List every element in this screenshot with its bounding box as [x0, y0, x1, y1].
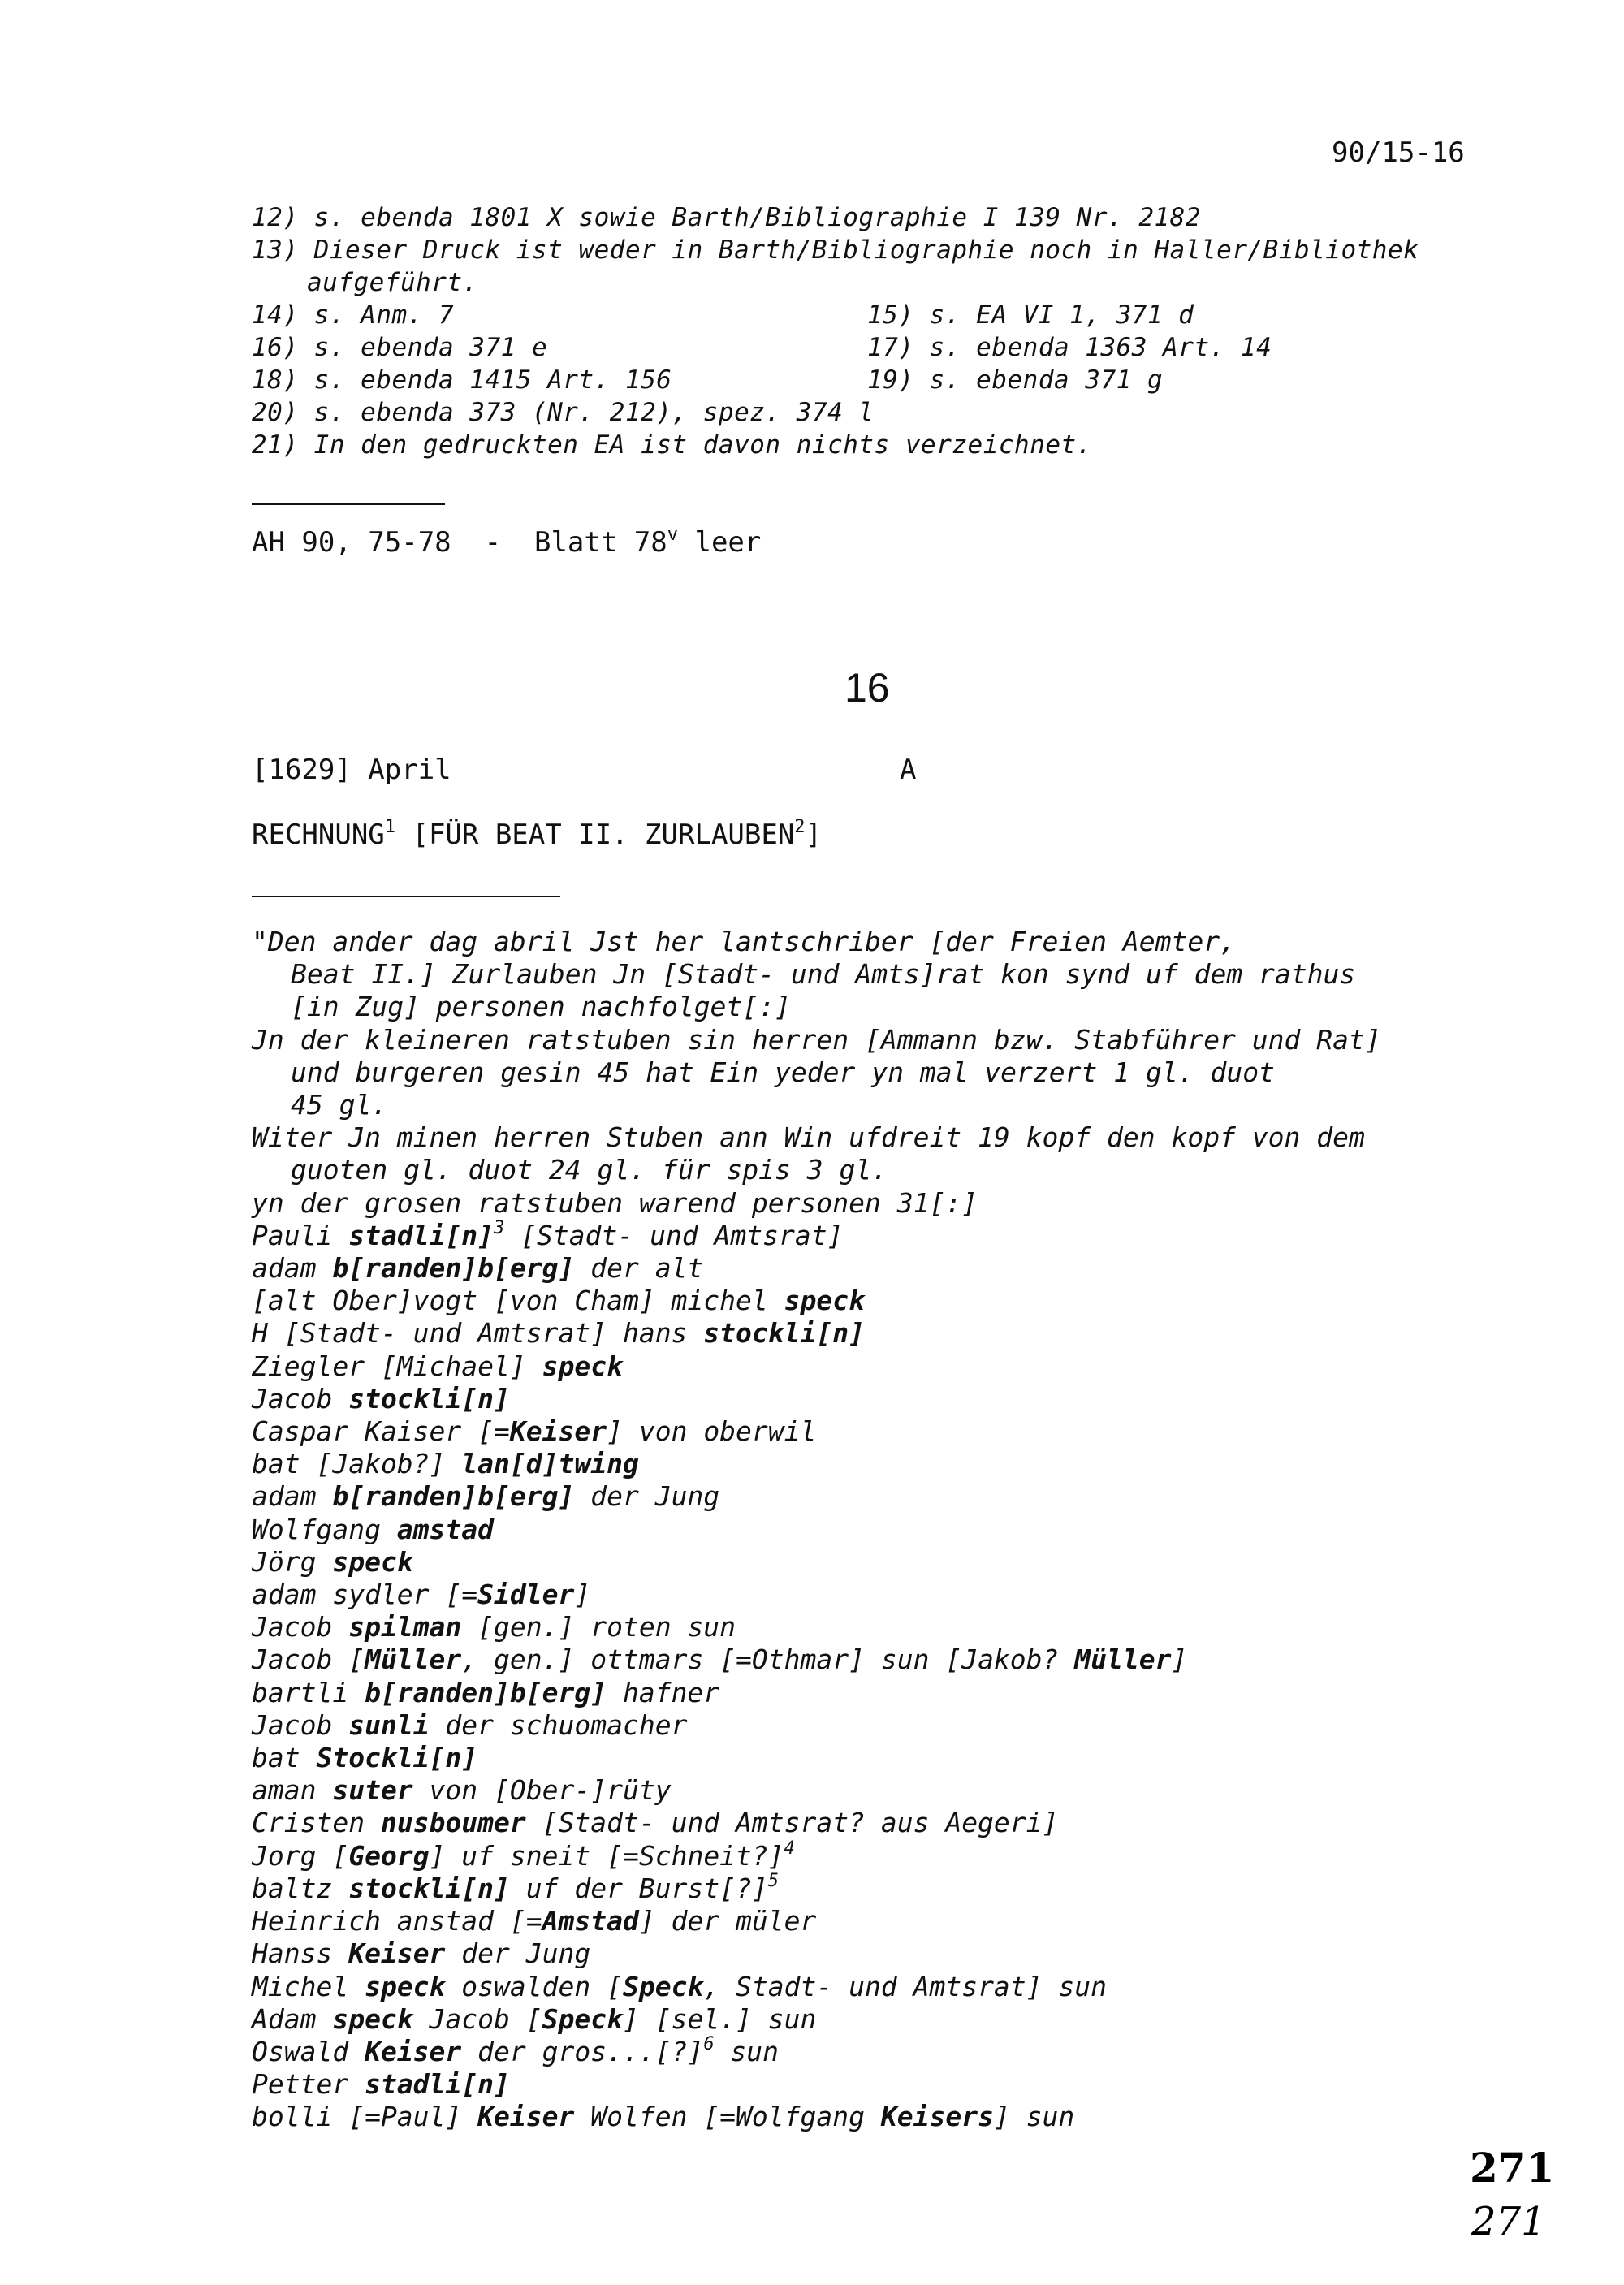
footnote-21: 21) In den gedruckten EA ist davon nichts verzeichnet.: [252, 430, 1092, 460]
footnote-13-cont: aufgeführt.: [307, 268, 478, 297]
name-line: Heinrich anstad [=Amstad] der müler: [252, 1905, 817, 1937]
name-line: Caspar Kaiser [=Keiser] von oberwil: [252, 1415, 817, 1448]
name-line: aman suter von [Ober-]rüty: [252, 1774, 672, 1807]
name-line: Oswald Keiser der gros...[?]$^6$ sun: [252, 2033, 780, 2067]
name-line: Michel speck oswalden [Speck, Stadt- und Amtsrat] sun: [252, 1970, 1108, 2002]
version-label: A: [900, 754, 917, 786]
footnote-17: 17) s. ebenda 1363 Art. 14: [867, 333, 1272, 362]
name-line: [alt Ober]vogt [von Cham] michel speck: [252, 1285, 865, 1317]
name-line: Cristen nusboumer [Stadt- und Amtsrat? aus Aegeri]: [252, 1807, 1059, 1839]
footnote-18: 18) s. ebenda 1415 Art. 156: [252, 365, 672, 395]
footnote-12: 12) s. ebenda 1801 X sowie Barth/Bibliographie I 139 Nr. 2182: [252, 203, 1201, 232]
transcription-body: [252, 926, 1381, 2134]
body-line: Beat II.] Zurlauben Jn [Stadt- und Amts]rat kon synd uf dem rathus: [291, 958, 1356, 991]
name-line: Jacob spilman [gen.] roten sun: [252, 1611, 736, 1644]
footnote-16: 16) s. ebenda 371 e: [252, 333, 548, 362]
name-line: bat Stockli[n]: [252, 1742, 478, 1774]
name-line: Petter stadli[n]: [252, 2068, 510, 2101]
document-heading: RECHNUNG$^1$ [FÜR BEAT II. ZURLAUBEN$^2$]: [252, 817, 823, 851]
name-line: Jorg [Georg] uf sneit [=Schneit?]$^4$: [252, 1838, 795, 1872]
body-line: yn der grosen ratstuben warend personen 31[:]: [252, 1186, 978, 1219]
footnote-19: 19) s. ebenda 371 g: [867, 365, 1164, 395]
footnote-13: 13) Dieser Druck ist weder in Barth/Bibliographie noch in Haller/Bibliothek: [252, 235, 1419, 265]
name-line: bat [Jakob?] lan[d]twing: [252, 1448, 639, 1480]
document-number: 16: [844, 665, 890, 711]
body-line: 45 gl.: [291, 1089, 388, 1121]
name-line: adam b[randen]b[erg] der alt: [252, 1252, 704, 1285]
body-line: [in Zug] personen nachfolget[:]: [291, 991, 791, 1023]
name-line: Pauli $stadli[n]^3$ [Stadt- und Amtsrat]: [252, 1217, 844, 1251]
body-line: und burgeren gesin 45 hat Ein yeder yn mal verzert 1 gl. duot: [291, 1056, 1275, 1088]
page-reference: 90/15-16: [1332, 136, 1465, 169]
name-line: bartli b[randen]b[erg] hafner: [252, 1676, 720, 1708]
footnote-20: 20) s. ebenda 373 (Nr. 212), spez. 374 l: [252, 398, 875, 427]
name-line: Jacob stockli[n]: [252, 1382, 510, 1415]
divider-rule: [252, 503, 445, 505]
document-date: [1629] April: [252, 754, 451, 786]
name-line: Jörg speck: [252, 1545, 413, 1578]
heading-rule: [252, 896, 560, 897]
name-line: H [Stadt- und Amtsrat] hans stockli[n]: [252, 1317, 865, 1350]
name-line: Adam speck Jacob [Speck] [sel.] sun: [252, 2002, 817, 2035]
name-line: baltz stockli[n] uf der Burst[?]$^5$: [252, 1870, 780, 1904]
name-line: bolli [=Paul] Keiser Wolfen [=Wolfgang Keisers] sun: [252, 2101, 1075, 2133]
name-line: Ziegler [Michael] speck: [252, 1350, 623, 1382]
name-line: adam b[randen]b[erg] der Jung: [252, 1480, 720, 1513]
body-line: Witer Jn minen herren Stuben ann Win ufdreit 19 kopf den kopf von dem: [252, 1121, 1365, 1154]
name-line: Jacob [Müller, gen.] ottmars [=Othmar] sun [Jakob? Müller]: [252, 1644, 1188, 1676]
footnote-15: 15) s. EA VI 1, 371 d: [867, 300, 1194, 330]
name-line: Wolfgang amstad: [252, 1513, 495, 1545]
footnote-14: 14) s. Anm. 7: [252, 300, 455, 330]
name-line: Jacob sunli der schuomacher: [252, 1708, 688, 1741]
name-line: adam sydler [=Sidler]: [252, 1579, 591, 1611]
body-line: Jn der kleineren ratstuben sin herren [Ammann bzw. Stabführer und Rat]: [252, 1023, 1381, 1056]
body-line: guoten gl. duot 24 gl. für spis 3 gl.: [291, 1154, 888, 1186]
source-line: AH 90, 75-78 - Blatt 78$^v$ leer: [252, 525, 762, 559]
handwritten-page-number: 271: [1470, 2144, 1555, 2192]
handwritten-page-number-2: 271: [1471, 2199, 1546, 2244]
body-line: "Den ander dag abril Jst her lantschriber [der Freien Aemter,: [252, 926, 1236, 957]
name-line: Hanss Keiser der Jung: [252, 1937, 591, 1970]
